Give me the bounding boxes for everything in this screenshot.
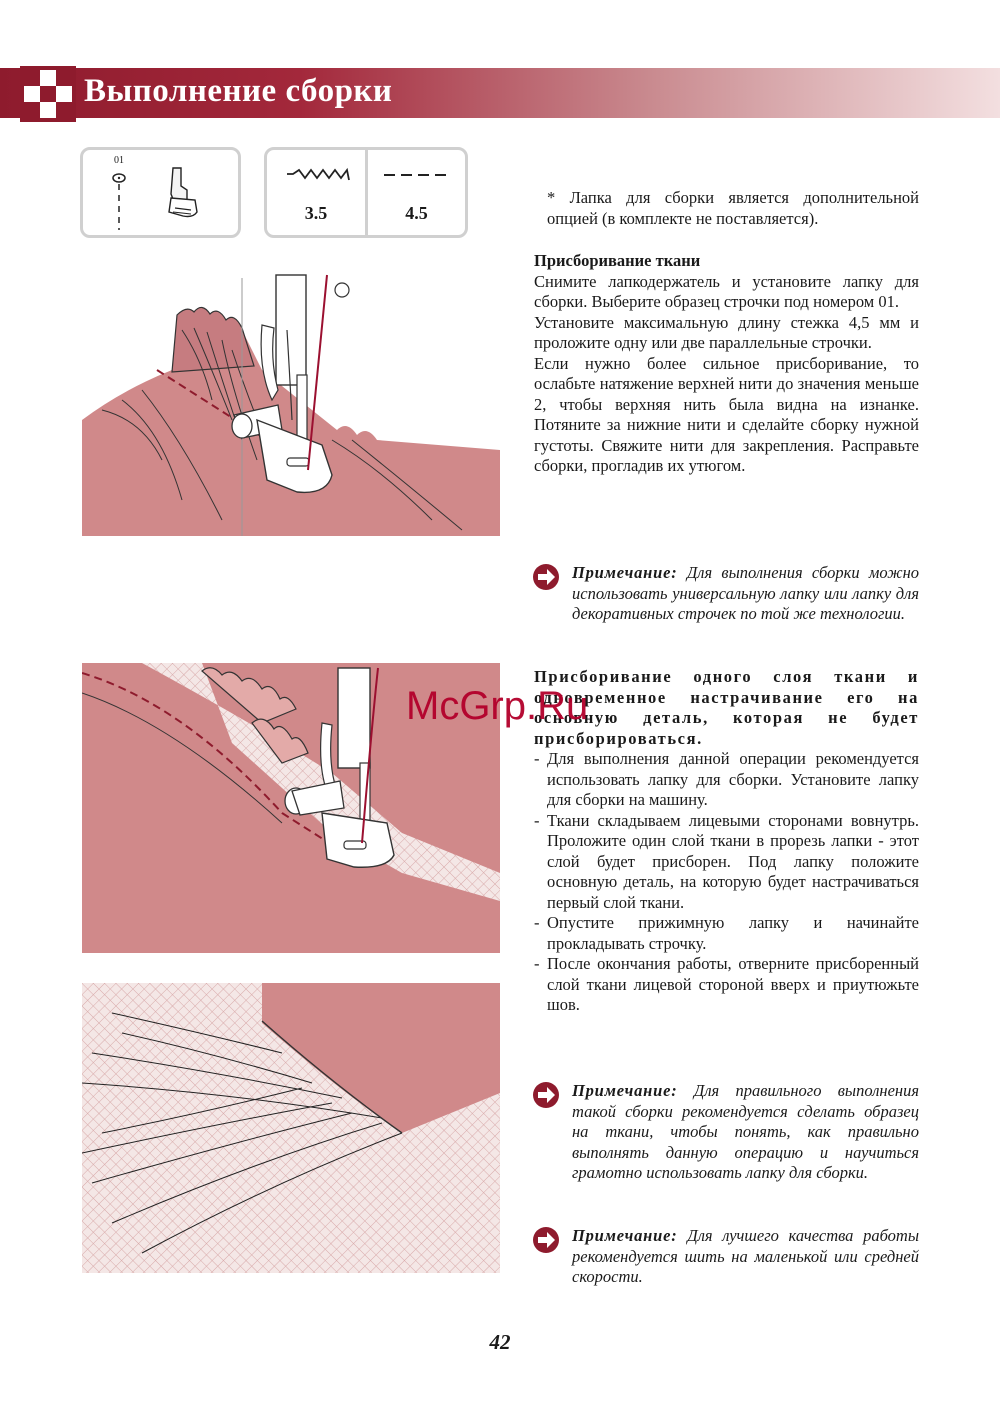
- note-3: [534, 1226, 919, 1288]
- stitch-pattern-box: [80, 147, 241, 238]
- stitch-width-value: 3.5: [304, 203, 328, 223]
- gathering-fabric-illustration: [82, 270, 500, 536]
- stitch-length-value: 4.5: [405, 203, 428, 223]
- paragraph: Снимите лапкодержатель и установите лапку для сборки. Выберите образец строчки под номером 01.: [534, 271, 919, 311]
- list-item: - Для выполнения данной операции рекомендуется использовать лапку для сборки. Установите лапку для сборки на машину.: [534, 749, 919, 809]
- note-label: Примечание:: [572, 1081, 678, 1100]
- section-logo-icon: [20, 66, 76, 122]
- note-label: Примечание:: [572, 1226, 678, 1245]
- section-heading: Присборивание ткани: [534, 251, 701, 270]
- note-arrow-icon: [532, 1226, 560, 1254]
- note-1: [534, 563, 919, 625]
- stitch-settings-box: [264, 147, 468, 238]
- page-title: Выполнение сборки: [84, 73, 393, 109]
- pattern-number: 01: [114, 155, 124, 166]
- finished-gather-illustration: [82, 983, 500, 1273]
- straight-stitch-icon: [109, 172, 129, 232]
- section-heading: Присборивание одного слоя ткани и одновременное настрачивание его на основную деталь, которая не будет присборироваться.: [534, 667, 919, 748]
- note-2: [534, 1081, 919, 1184]
- watermark: McGrp.Ru: [406, 684, 589, 728]
- list-item: - После окончания работы, отверните присборенный слой ткани лицевой стороной вверх и приутюжьте шов.: [534, 954, 919, 1014]
- note-text: Для лучшего качества работы рекомендуется шить на маленькой или средней скорости.: [572, 1226, 920, 1286]
- paragraph: Если нужно более сильное присборивание, то ослабьте натяжение верхней нити до значения меньше 2, чтобы верхняя нить была видна на изнанке. Потяните за нижние нити и сделайте сборку нужной густоты. Свяжите нити для закрепления. Расправьте сборки, прогладив их утюгом.: [534, 353, 919, 475]
- footnote: [534, 188, 919, 229]
- section-gather-onto-base: [534, 667, 919, 1016]
- stitch-width-icon: [285, 166, 351, 186]
- note-text: Для правильного выполнения такой сборки рекомендуется сделать образец на ткани, чтобы понять, как правильно выполнять данную операцию и научиться грамотно использовать лапку для сборки.: [572, 1081, 920, 1182]
- note-label: Примечание:: [572, 563, 678, 582]
- list-item: - Опустите прижимную лапку и начинайте прокладывать строчку.: [534, 913, 919, 953]
- note-arrow-icon: [532, 1081, 560, 1109]
- note-text: Для выполнения сборки можно использовать универсальную лапку или лапку для декоративных строчек по той же технологии.: [572, 563, 920, 623]
- section-gathering: [534, 251, 919, 477]
- note-arrow-icon: [532, 563, 560, 591]
- page-number: 42: [489, 1330, 511, 1354]
- footnote-text: * Лапка для сборки является дополнительной опцией (в комплекте не поставляется).: [547, 188, 919, 228]
- paragraph: Установите максимальную длину стежка 4,5 мм и проложите одну или две параллельные строчки.: [534, 312, 919, 352]
- stitch-length-icon: [382, 172, 452, 178]
- gathering-foot-icon: [157, 164, 207, 224]
- list-item: - Ткани складываем лицевыми сторонами вовнутрь. Проложите один слой ткани в прорезь лапки - этот слой будет присборен. Под лапку положите основную деталь, на которую будет настрачиваться первый слой ткани.: [534, 810, 919, 912]
